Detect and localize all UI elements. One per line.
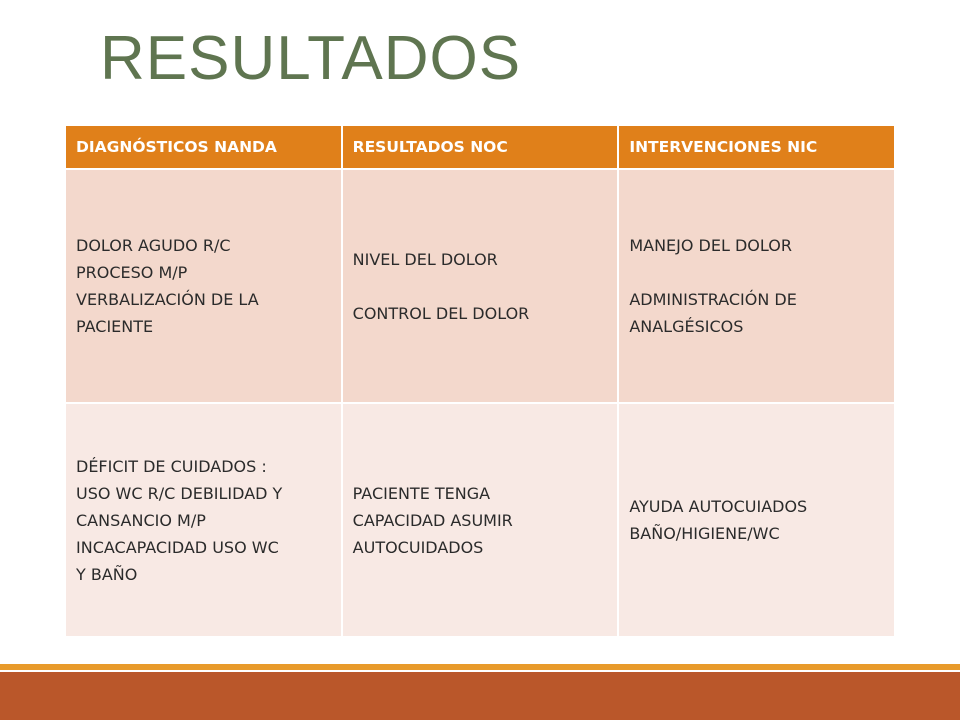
cell-text: AUTOCUIDADOS bbox=[352, 537, 484, 557]
cell-text: PACIENTE TENGA bbox=[352, 483, 491, 503]
footer-bar bbox=[0, 672, 960, 720]
cell-gap bbox=[353, 273, 606, 300]
care-plan-table bbox=[64, 124, 896, 638]
cell-text: ADMINISTRACIÓN DE bbox=[629, 290, 797, 309]
cell-text: VERBALIZACIÓN DE LA bbox=[76, 290, 259, 309]
header-noc: RESULTADOS NOC bbox=[342, 125, 619, 169]
cell-nanda bbox=[65, 403, 342, 637]
cell-text: DÉFICIT DE CUIDADOS : bbox=[76, 456, 267, 476]
header-nanda: DIAGNÓSTICOS NANDA bbox=[65, 125, 342, 169]
cell-noc bbox=[342, 403, 619, 637]
cell-text: DOLOR AGUDO R/C bbox=[76, 236, 231, 255]
cell-text: MANEJO DEL DOLOR bbox=[629, 236, 792, 255]
cell-text: CAPACIDAD ASUMIR bbox=[352, 510, 513, 530]
cell-text: CANSANCIO M/P bbox=[76, 510, 206, 530]
cell-noc bbox=[342, 169, 619, 403]
footer-accent-line bbox=[0, 664, 960, 670]
cell-text: PACIENTE bbox=[76, 317, 154, 336]
table-row bbox=[65, 403, 895, 637]
table-row bbox=[65, 169, 895, 403]
cell-nic bbox=[618, 169, 895, 403]
cell-nic bbox=[618, 403, 895, 637]
cell-gap bbox=[629, 259, 882, 286]
table-header-row bbox=[65, 125, 895, 169]
cell-text: NIVEL DEL DOLOR bbox=[352, 249, 498, 269]
cell-text: INCACAPACIDAD USO WC bbox=[76, 537, 279, 557]
cell-text: PROCESO M/P bbox=[76, 263, 188, 282]
cell-text: AYUDA AUTOCUIADOS bbox=[629, 497, 808, 516]
cell-nanda bbox=[65, 169, 342, 403]
cell-text: ANALGÉSICOS bbox=[629, 317, 744, 336]
cell-text: CONTROL DEL DOLOR bbox=[352, 303, 530, 323]
slide-title: RESULTADOS bbox=[100, 24, 522, 93]
cell-text: USO WC R/C DEBILIDAD Y bbox=[76, 483, 283, 503]
cell-text: Y BAÑO bbox=[76, 564, 138, 584]
header-nic: INTERVENCIONES NIC bbox=[618, 125, 895, 169]
cell-text: BAÑO/HIGIENE/WC bbox=[629, 524, 780, 543]
